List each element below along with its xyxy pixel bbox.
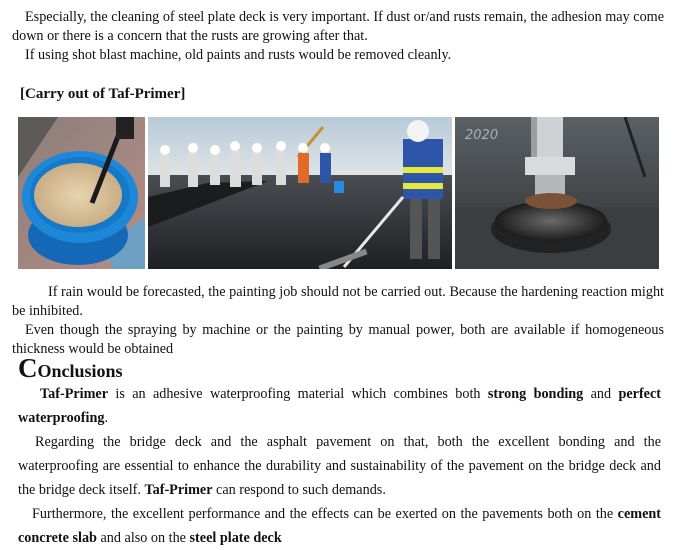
section-heading: [Carry out of Taf-Primer] (20, 86, 186, 102)
primer-bucket-mixing-photo (18, 117, 145, 269)
intro-paragraph-1: Especially, the cleaning of steel plate deck is very important. If dust or/and rusts remain, the adhesion may come down or there is a concern that the rusts are growing after that. (12, 9, 664, 44)
shot-blast-machine-photo (455, 117, 659, 269)
conclusions-paragraph-1: Taf-Primer is an adhesive waterproofing material which combines both strong bonding and perfect waterproofing. (18, 386, 661, 426)
notes-paragraph-2: Even though the spraying by machine or the painting by manual power, both are available if homogeneous thickness would be obtained (12, 322, 664, 357)
photo-timestamp-label: 2020 (465, 128, 499, 143)
conclusions-paragraph-2: Regarding the bridge deck and the asphalt pavement on that, both the excellent bonding and the waterproofing are essential to enhance the durability and sustainability of the pavement on the bridge deck and the bridge deck itself. Taf-Primer can respond to such demands. (18, 434, 661, 498)
notes-paragraph-1: If rain would be forecasted, the painting job should not be carried out. Because the hardening reaction might be inhibited. (12, 284, 664, 319)
intro-paragraph-2: If using shot blast machine, old paints and rusts would be removed cleanly. (25, 47, 452, 63)
conclusions-title-rest: Onclusions (37, 361, 123, 381)
conclusions-paragraph-3: Furthermore, the excellent performance and the effects can be exerted on the pavements both on the cement concrete slab and also on the steel plate deck (18, 506, 661, 546)
conclusions-title-dropcap: C (18, 353, 38, 383)
workers-applying-primer-photo (148, 117, 452, 269)
conclusions-title (18, 355, 123, 382)
